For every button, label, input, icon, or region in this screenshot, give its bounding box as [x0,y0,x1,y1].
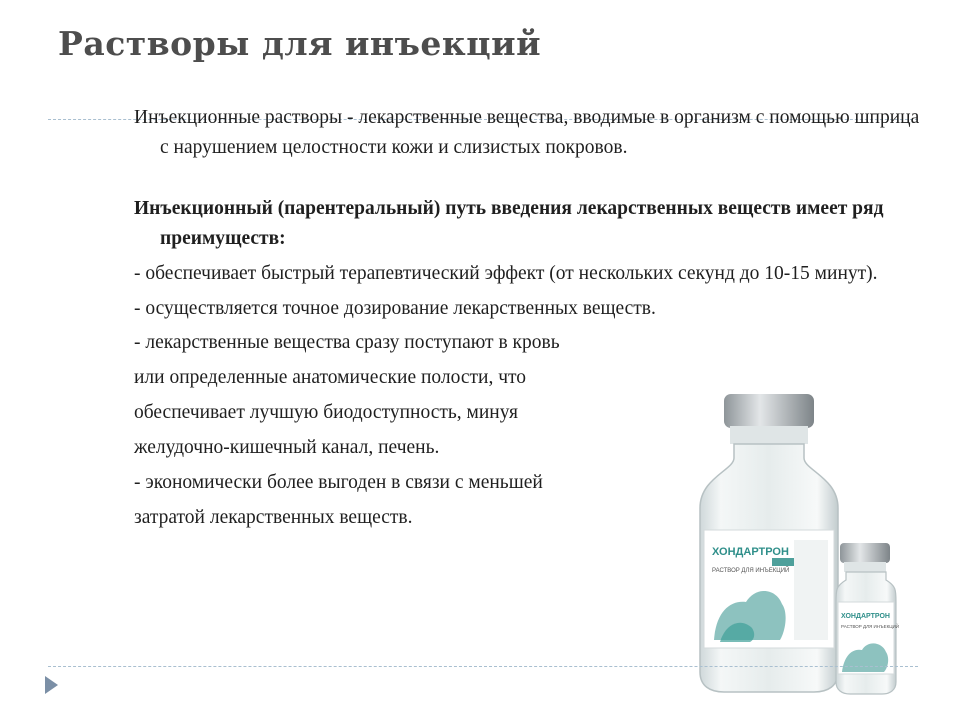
large-label-sub: РАСТВОР ДЛЯ ИНЪЕКЦИЙ [712,568,790,574]
advantage-item: - обеспечивает быстрый терапевтический эффект (от нескольких секунд до 10-15 минут). [134,263,878,284]
advantage-item-continued: или определенные анатомические полости, что [134,367,527,388]
definition-text: Инъекционные растворы - лекарственные вещества, вводимые в организм с помощью шприца с нарушением целостности кожи и слизистых покровов. [134,107,920,158]
advantage-item: - экономически более выгоден в связи с меньшей [134,472,543,493]
slide-title: Растворы для инъекций [58,24,542,63]
advantage-item: - осуществляется точное дозирование лекарственных веществ. [134,298,656,319]
bottom-divider [48,666,918,667]
injection-bottles-image [690,390,930,700]
triangle-right-icon[interactable] [45,676,58,694]
advantages-heading: Инъекционный (парентеральный) путь введения лекарственных веществ имеет ряд преимуществ: [134,198,884,249]
advantage-item-continued: обеспечивает лучшую биодоступность, минуя [134,402,518,423]
large-label-brand: ХОНДАРТРОН [712,546,789,558]
advantage-item-continued: желудочно-кишечный канал, печень. [134,437,440,458]
advantage-item-continued: затратой лекарственных веществ. [134,507,413,528]
small-label-brand: ХОНДАРТРОН [841,613,890,620]
advantage-item: - лекарственные вещества сразу поступают в кровь [134,332,560,353]
small-bottle [836,543,899,694]
large-bottle [700,394,838,692]
small-label-sub: РАСТВОР ДЛЯ ИНЪЕКЦИЙ [841,624,900,629]
